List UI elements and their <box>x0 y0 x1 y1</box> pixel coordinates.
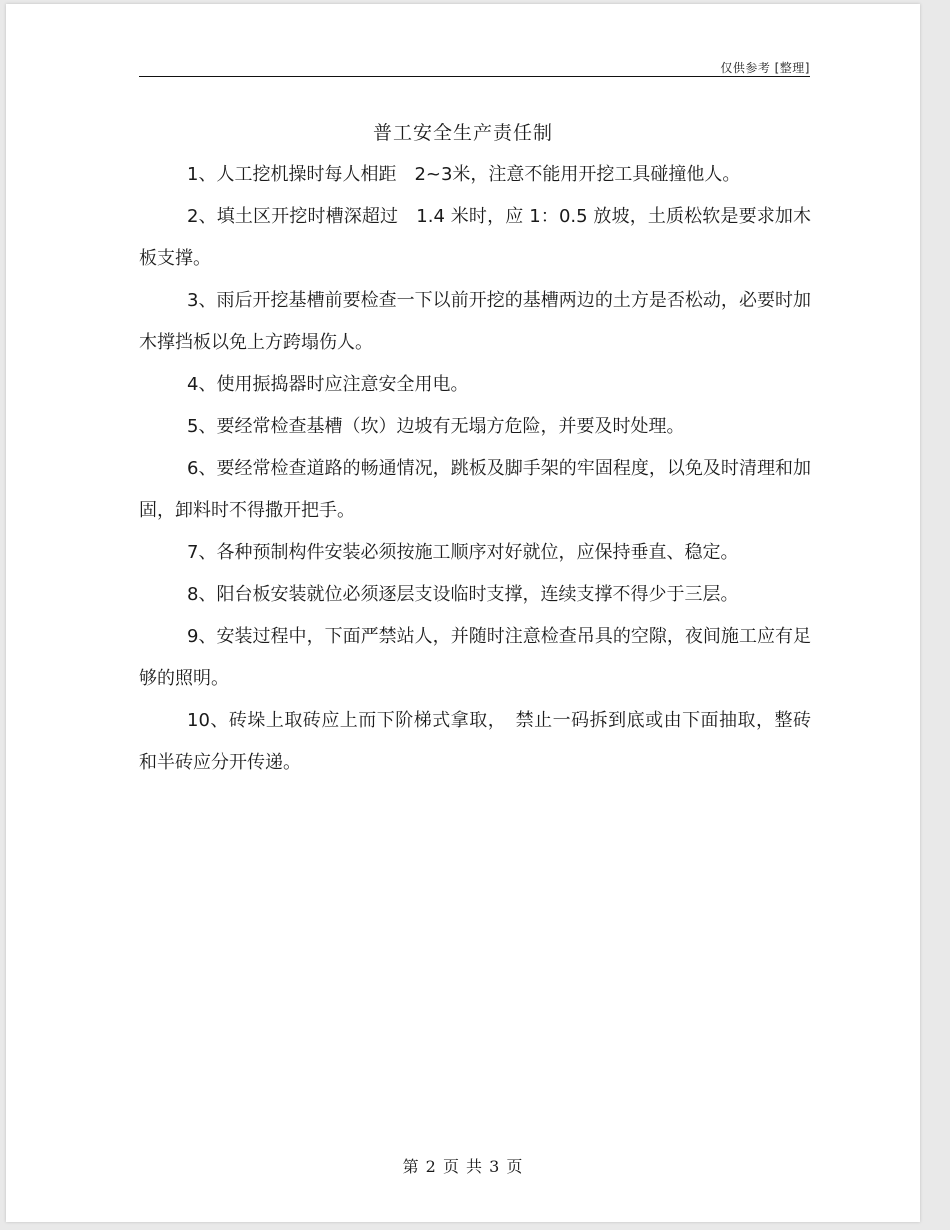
paragraph-3: 3、雨后开挖基槽前要检查一下以前开挖的基槽两边的土方是否松动，必要时加木撑挡板以免上方跨塌伤人。 <box>139 290 811 353</box>
header-note: 仅供参考 [整理] <box>720 61 810 75</box>
paragraph-10: 10、砖垛上取砖应上而下阶梯式拿取， 禁止一码拆到底或由下面抽取，整砖和半砖应分开传递。 <box>139 710 811 773</box>
document-body <box>139 154 811 784</box>
paragraph-7: 7、各种预制构件安装必须按施工顺序对好就位，应保持垂直、稳定。 <box>187 542 739 563</box>
paragraph-9: 9、安装过程中，下面严禁站人，并随时注意检查吊具的空隙，夜间施工应有足够的照明。 <box>139 626 811 689</box>
paragraph-8: 8、阳台板安装就位必须逐层支设临时支撑，连续支撑不得少于三层。 <box>187 584 739 605</box>
header-divider <box>139 76 810 77</box>
page-number-footer: 第 2 页 共 3 页 <box>402 1157 524 1176</box>
paragraph-5: 5、要经常检查基槽（坎）边坡有无塌方危险，并要及时处理。 <box>187 416 685 437</box>
paragraph-2: 2、填土区开挖时槽深超过 1.4 米时，应 1：0.5 放坡，土质松软是要求加木板支撑。 <box>139 206 811 269</box>
paragraph-6: 6、要经常检查道路的畅通情况，跳板及脚手架的牢固程度，以免及时清理和加固，卸料时不得撒开把手。 <box>139 458 811 521</box>
paragraph-1: 1、人工挖机操时每人相距 2~3米，注意不能用开挖工具碰撞他人。 <box>187 164 741 185</box>
document-title: 普工安全生产责任制 <box>372 122 553 144</box>
document-page <box>6 4 920 1222</box>
paragraph-4: 4、使用振捣器时应注意安全用电。 <box>187 374 469 395</box>
